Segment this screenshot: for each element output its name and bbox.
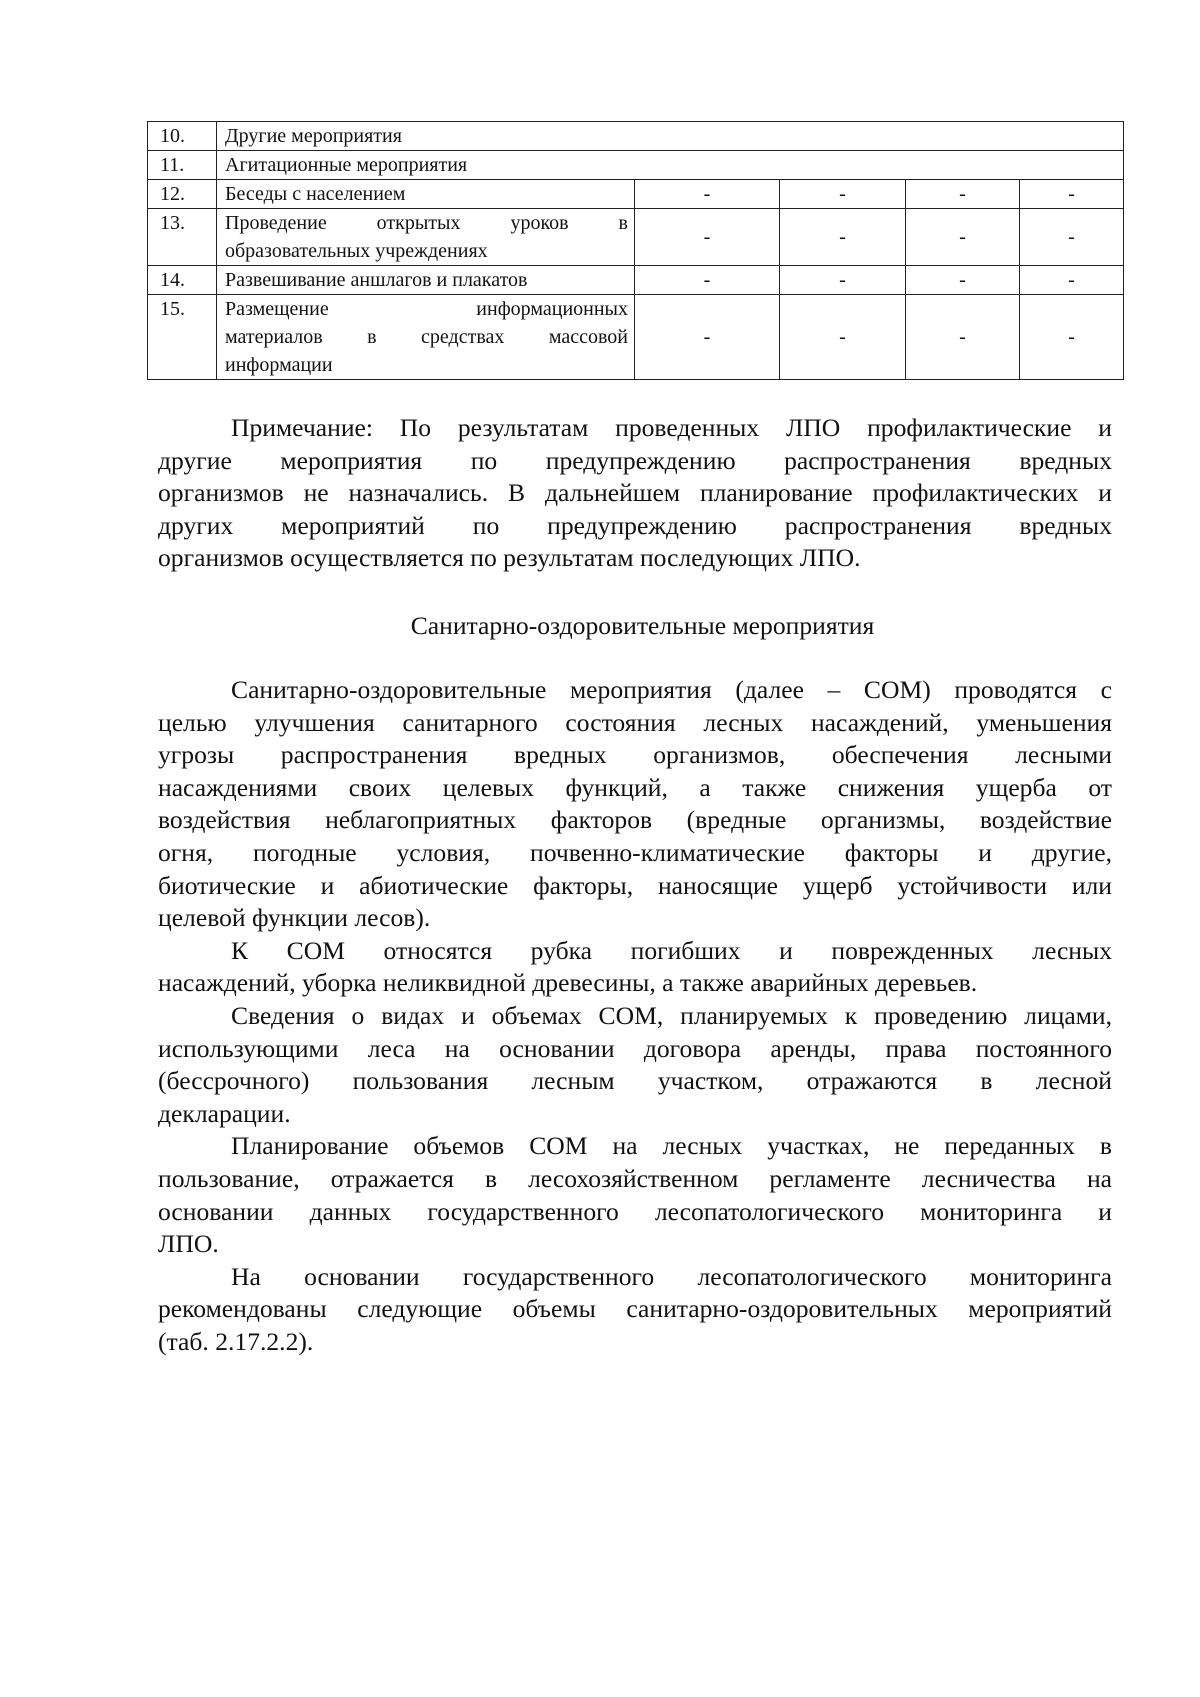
table-row xyxy=(148,295,1124,380)
text-line: другие мероприятия по предупреждению распространения вредных xyxy=(158,445,1112,475)
value-cell: - xyxy=(1020,266,1124,295)
row-number: 12. xyxy=(148,180,217,209)
row-title: Другие мероприятия xyxy=(217,122,1124,151)
value-cell: - xyxy=(906,295,1020,380)
row-title: Развешивание аншлагов и плакатов xyxy=(217,266,635,295)
text-line: Примечание: По результатам проведенных ЛПО профилактические и xyxy=(231,413,1112,442)
value-cell: - xyxy=(780,180,906,209)
text-line: других мероприятий по предупреждению распространения вредных xyxy=(158,510,1112,540)
measures-table xyxy=(147,121,1124,380)
text-line: биотические и абиотические факторы, наносящие ущерб устойчивости или xyxy=(158,870,1112,900)
value-cell: - xyxy=(1020,180,1124,209)
value-cell: - xyxy=(635,295,780,380)
row-title-line: Проведение открытых уроков в xyxy=(225,212,628,234)
text-line: Санитарно-оздоровительные мероприятия (далее – СОМ) проводятся с xyxy=(231,675,1112,704)
text-line: организмов не назначались. В дальнейшем планирование профилактических и xyxy=(158,478,1112,508)
table-row xyxy=(148,151,1124,180)
text-line: организмов осуществляется по результатам последующих ЛПО. xyxy=(158,543,861,573)
text-line: основании данных государственного лесопатологического мониторинга и xyxy=(158,1196,1112,1226)
text-line: рекомендованы следующие объемы санитарно-оздоровительных мероприятий xyxy=(158,1294,1112,1324)
text-line: На основании государственного лесопатологического мониторинга xyxy=(231,1261,1112,1291)
text-line: декларации. xyxy=(158,1098,291,1128)
row-number: 14. xyxy=(148,266,217,295)
row-title: Беседы с населением xyxy=(217,180,635,209)
table-row xyxy=(148,209,1124,266)
value-cell: - xyxy=(780,266,906,295)
som-section xyxy=(158,674,1112,1358)
text-line: (таб. 2.17.2.2). xyxy=(158,1326,314,1356)
row-title xyxy=(217,209,635,266)
som-paragraph xyxy=(158,1261,1112,1359)
text-line: ЛПО. xyxy=(158,1229,219,1259)
text-line: Сведения о видах и объемах СОМ, планируемых к проведению лицами, xyxy=(231,1000,1112,1030)
row-title-line: образовательных учреждениях xyxy=(225,240,488,262)
row-number: 11. xyxy=(148,151,217,180)
som-paragraph xyxy=(158,935,1112,1000)
text-line: (бессрочного) пользования лесным участком, отражаются в лесной xyxy=(158,1066,1112,1096)
row-title-line: Размещение информационных xyxy=(225,298,628,320)
row-title xyxy=(217,295,635,380)
value-cell: - xyxy=(906,209,1020,266)
note-block xyxy=(158,412,1112,575)
value-cell: - xyxy=(635,209,780,266)
table-row xyxy=(148,180,1124,209)
som-paragraph xyxy=(158,1000,1112,1130)
value-cell: - xyxy=(906,266,1020,295)
value-cell: - xyxy=(780,209,906,266)
row-title-line: материалов в средствах массовой xyxy=(225,326,628,348)
text-line: насаждений, уборка неликвидной древесины, а также аварийных деревьев. xyxy=(158,968,978,998)
section-title: Санитарно-оздоровительные мероприятия xyxy=(410,611,875,640)
value-cell: - xyxy=(906,180,1020,209)
value-cell: - xyxy=(1020,209,1124,266)
text-line: Планирование объемов СОМ на лесных участках, не переданных в xyxy=(231,1131,1112,1161)
text-line: использующими леса на основании договора аренды, права постоянного xyxy=(158,1033,1112,1063)
text-line: воздействия неблагоприятных факторов (вредные организмы, воздействие xyxy=(158,805,1112,835)
text-line: пользование, отражается в лесохозяйственном регламенте лесничества на xyxy=(158,1163,1112,1193)
text-line: угрозы распространения вредных организмов, обеспечения лесными xyxy=(158,740,1112,770)
value-cell: - xyxy=(635,266,780,295)
text-line: огня, погодные условия, почвенно-климатические факторы и другие, xyxy=(158,837,1112,867)
row-title-line: информации xyxy=(225,354,333,376)
row-number: 10. xyxy=(148,122,217,151)
text-line: К СОМ относятся рубка погибших и поврежденных лесных xyxy=(231,935,1112,965)
row-title: Агитационные мероприятия xyxy=(217,151,1124,180)
section-heading xyxy=(0,610,1200,642)
text-line: целью улучшения санитарного состояния лесных насаждений, уменьшения xyxy=(158,707,1112,737)
note-paragraph xyxy=(158,412,1112,575)
text-line: целевой функции лесов). xyxy=(158,903,431,933)
som-paragraph xyxy=(158,674,1112,935)
som-paragraph xyxy=(158,1130,1112,1260)
table-row xyxy=(148,122,1124,151)
value-cell: - xyxy=(1020,295,1124,380)
value-cell: - xyxy=(780,295,906,380)
text-line: насаждениями своих целевых функций, а также снижения ущерба от xyxy=(158,772,1112,802)
row-number: 15. xyxy=(148,295,217,380)
table-row xyxy=(148,266,1124,295)
row-number: 13. xyxy=(148,209,217,266)
value-cell: - xyxy=(635,180,780,209)
